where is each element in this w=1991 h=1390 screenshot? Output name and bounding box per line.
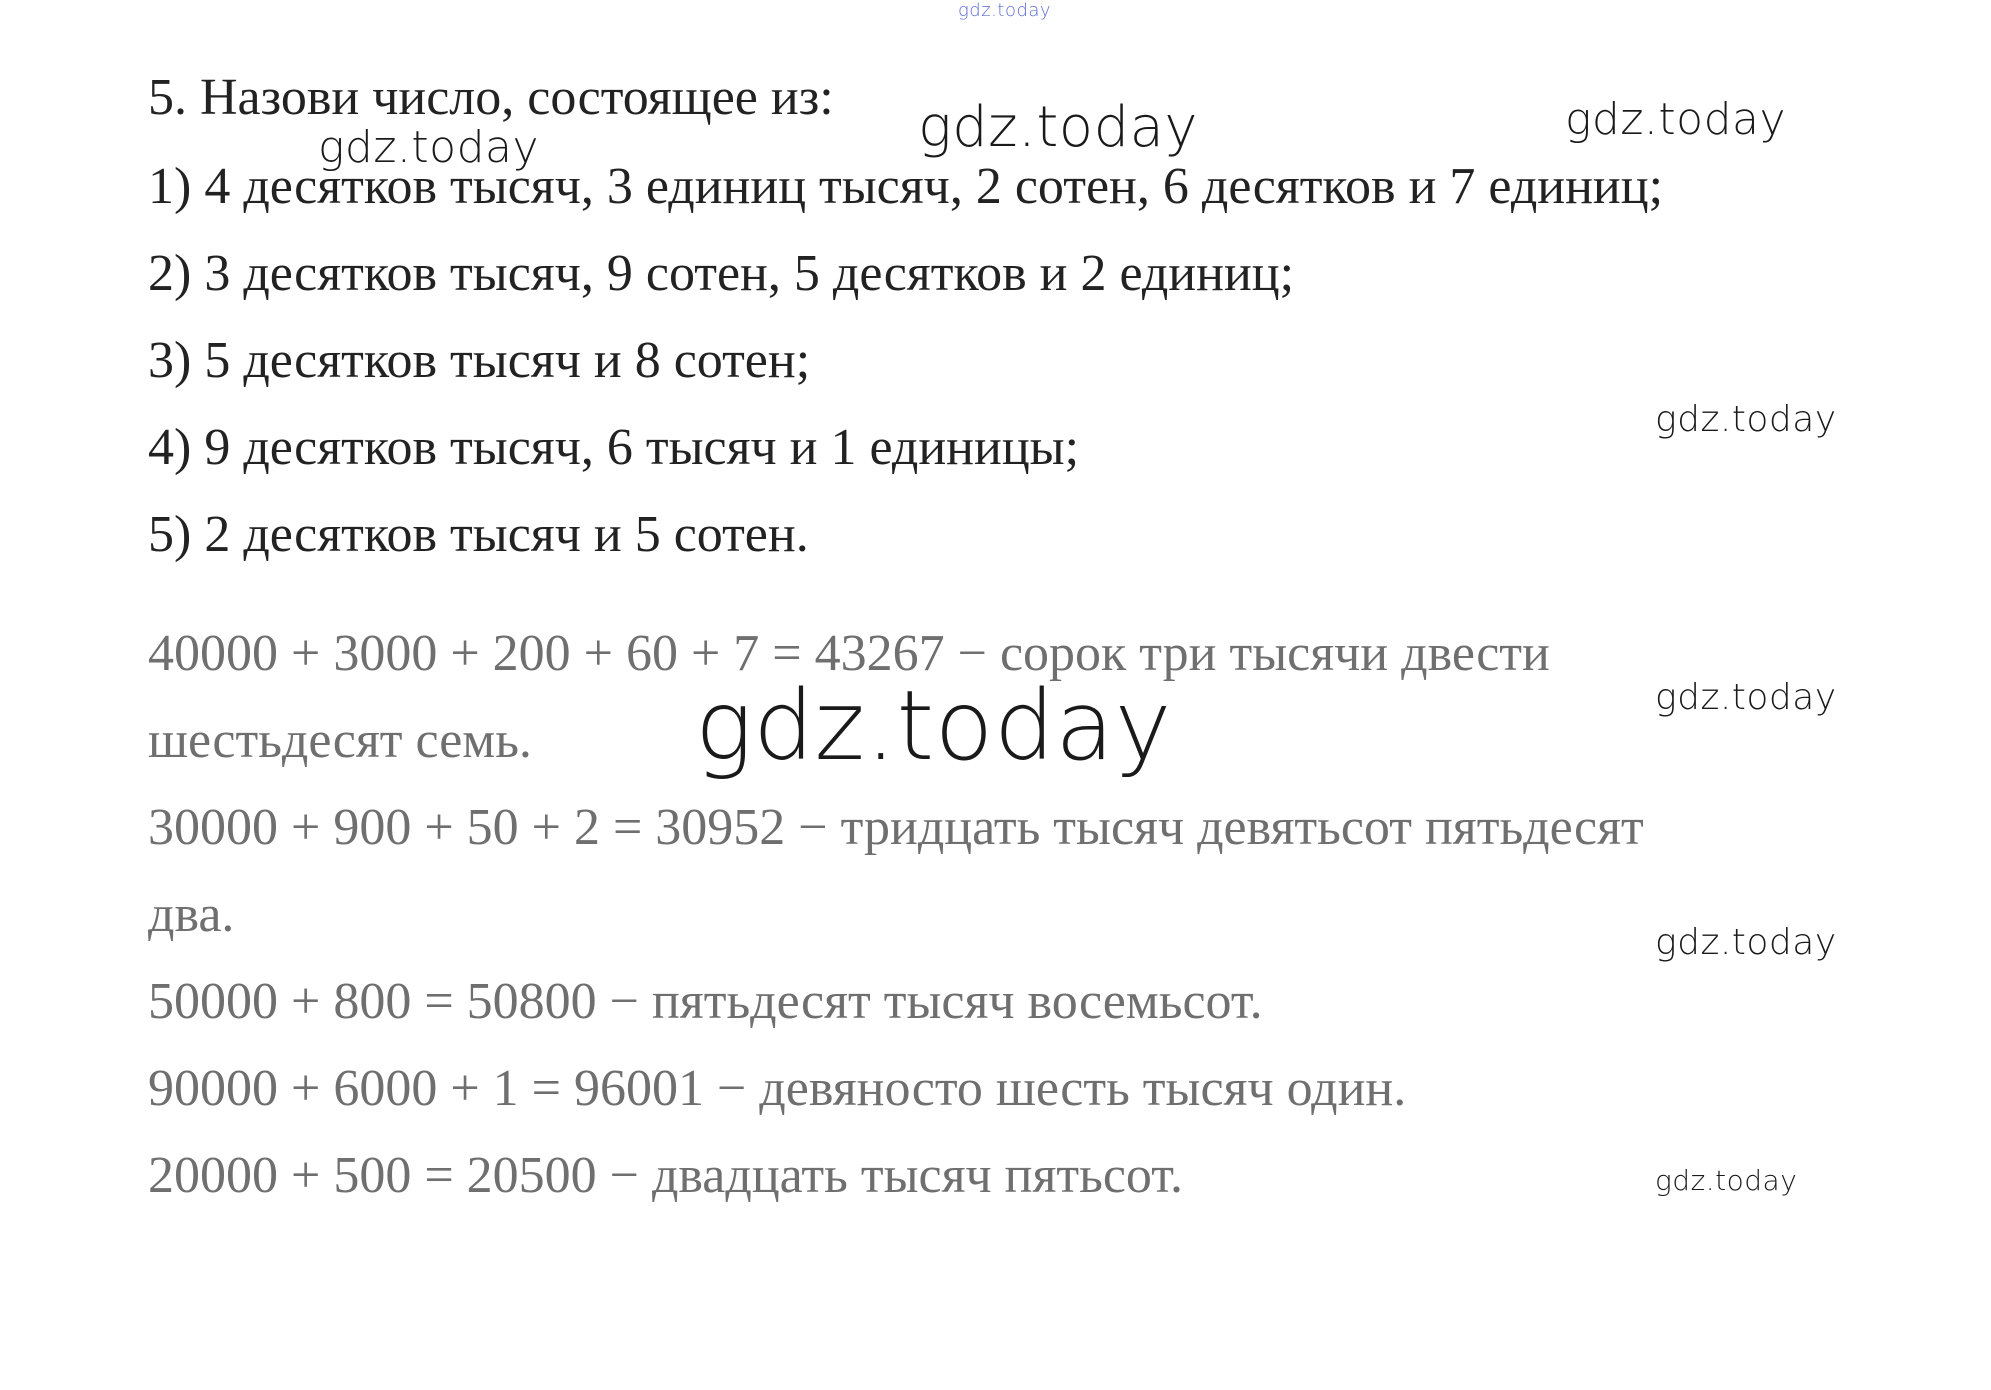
task-item-3: 3) 5 десятков тысяч и 8 сотен; [148, 332, 811, 389]
watermark: gdz.today [918, 95, 1199, 160]
answer-line-5: 50000 + 800 = 50800 − пятьдесят тысяч восемьсот. [148, 973, 1263, 1030]
watermark: gdz.today [1565, 94, 1787, 145]
watermark: gdz.today [695, 670, 1172, 782]
answer-line-3: 30000 + 900 + 50 + 2 = 30952 − тридцать тысяч девятьсот пятьдесят [148, 799, 1644, 856]
watermark-top: gdz.today [958, 0, 1052, 21]
watermark: gdz.today [318, 122, 540, 173]
watermark: gdz.today [1655, 922, 1837, 963]
answer-line-7: 20000 + 500 = 20500 − двадцать тысяч пятьсот. [148, 1147, 1184, 1204]
answer-line-2: шестьдесят семь. [148, 712, 532, 769]
watermark: gdz.today [1655, 399, 1837, 440]
watermark: gdz.today [1655, 1164, 1798, 1197]
task-item-4: 4) 9 десятков тысяч, 6 тысяч и 1 единицы; [148, 419, 1080, 476]
task-item-2: 2) 3 десятков тысяч, 9 сотен, 5 десятков и 2 единиц; [148, 245, 1295, 302]
answer-line-4: два. [148, 886, 235, 943]
answer-line-1: 40000 + 3000 + 200 + 60 + 7 = 43267 − сорок три тысячи двести [148, 625, 1550, 682]
task-item-5: 5) 2 десятков тысяч и 5 сотен. [148, 506, 809, 563]
task-title: 5. Назови число, состоящее из: [148, 69, 834, 126]
answer-line-6: 90000 + 6000 + 1 = 96001 − девяносто шесть тысяч один. [148, 1060, 1407, 1117]
watermark: gdz.today [1655, 677, 1837, 718]
task-item-1: 1) 4 десятков тысяч, 3 единиц тысяч, 2 сотен, 6 десятков и 7 единиц; [148, 158, 1664, 215]
